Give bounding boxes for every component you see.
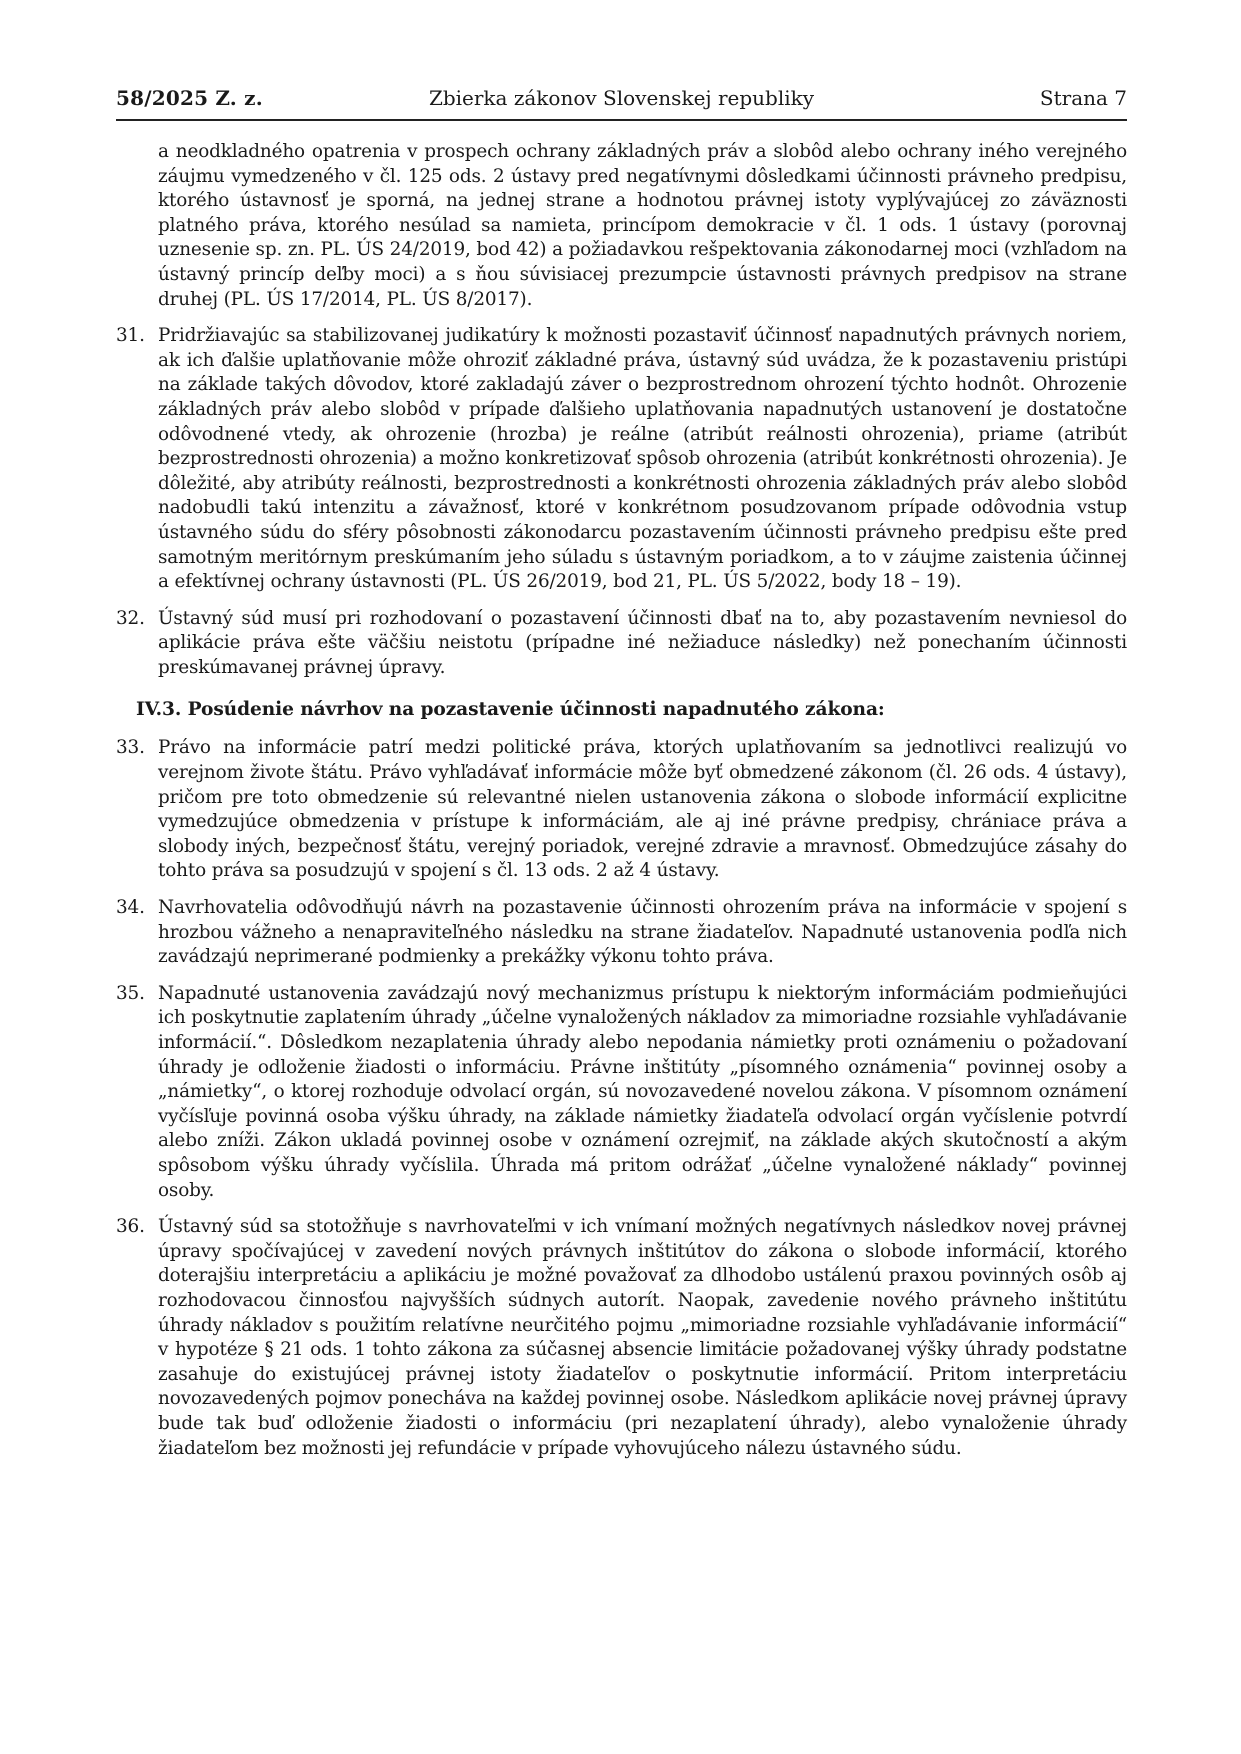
paragraph-text: Pridržiavajúc sa stabilizovanej judikatúry k možnosti pozastaviť účinnosť napadnutých právnych noriem, ak ich ďalšie uplatňovanie môže ohroziť základné práva, ústavný súd uvádza, že k pozastaveniu pristúpi na základe takých dôvodov, ktoré zakladajú záver o bezprostrednom ohrození týchto hodnôt. Ohrozenie základných práv alebo slobôd v prípade ďalšieho uplatňovania napadnutých ustanovení je dostatočne odôvodnené vtedy, ak ohrozenie (hrozba) je reálne (atribút reálnosti ohrozenia), priame (atribút bezprostrednosti ohrozenia) a možno konkretizovať spôsob ohrozenia (atribút konkrétnosti ohrozenia). Je dôležité, aby atribúty reálnosti, bezprostrednosti a konkrétnosti ohrozenia základných práv alebo slobôd nadobudli takú intenzitu a závažnosť, ktoré v konkrétnom posudzovanom prípade odôvodnia vstup ústavného súdu do sféry pôsobnosti zákonodarcu pozastavením účinnosti právneho predpisu ešte pred samotným meritórnym preskúmaním jeho súladu s ústavným poriadkom, a to v záujme zaistenia účinnej a efektívnej ochrany ústavnosti (PL. ÚS 26/2019, bod 21, PL. ÚS 5/2022, body 18 – 19).: [158, 325, 1127, 593]
paragraph-35: [116, 982, 1127, 1203]
paragraph-continuation: [116, 140, 1127, 312]
paragraph-number: 36.: [116, 1216, 145, 1238]
paragraph-number: 35.: [116, 982, 145, 1004]
paragraph-32: [116, 607, 1127, 681]
paragraph-number: 31.: [116, 325, 145, 347]
page-number: Strana 7: [1039, 86, 1127, 110]
collection-number: 58/2025 Z. z.: [116, 86, 263, 110]
header-rule: [116, 119, 1127, 121]
paragraph-text: Právo na informácie patrí medzi politické práva, ktorých uplatňovaním sa jednotlivci realizujú vo verejnom živote štátu. Právo vyhľadávať informácie môže byť obmedzené zákonom (čl. 26 ods. 4 ústavy), pričom pre toto obmedzenie sú relevantné nielen ustanovenia zákona o slobode informácií explicitne vymedzujúce obmedzenia v prístupe k informáciám, ale aj iné právne predpisy, chrániace práva a slobody iných, bezpečnosť štátu, verejný poriadok, verejné zdravie a mravnosť. Obmedzujúce zásahy do tohto práva sa posudzujú v spojení s čl. 13 ods. 2 až 4 ústavy.: [158, 737, 1127, 882]
page-header: [116, 86, 1127, 114]
document-body: [116, 140, 1127, 1473]
paragraph-text: a neodkladného opatrenia v prospech ochrany základných práv a slobôd alebo ochrany iného verejného záujmu vymedzeného v čl. 125 ods. 2 ústavy pred negatívnymi dôsledkami účinnosti právneho predpisu, ktorého ústavnosť je sporná, na jednej strane a hodnotou právnej istoty vyplývajúcej zo záväznosti platného práva, ktorého nesúlad sa namieta, princípom demokracie v čl. 1 ods. 1 ústavy (porovnaj uznesenie sp. zn. PL. ÚS 24/2019, bod 42) a požiadavkou rešpektovania zákonodarnej moci (vzhľadom na ústavný princíp deľby moci) a s ňou súvisiacej prezumpcie ústavnosti právnych predpisov na strane druhej (PL. ÚS 17/2014, PL. ÚS 8/2017).: [158, 141, 1127, 310]
paragraph-text: Napadnuté ustanovenia zavádzajú nový mechanizmus prístupu k niektorým informáciám podmieňujúci ich poskytnutie zaplatením úhrady „účelne vynaložených nákladov za mimoriadne rozsiahle vyhľadávanie informácií.“. Dôsledkom nezaplatenia úhrady alebo nepodania námietky proti oznámeniu o požadovaní úhrady je odloženie žiadosti o informáciu. Právne inštitúty „písomného oznámenia“ povinnej osoby a „námietky“, o ktorej rozhoduje odvolací orgán, sú novozavedené novelou zákona. V písomnom oznámení vyčísľuje povinná osoba výšku úhrady, na základe námietky žiadateľa odvolací orgán vyčíslenie potvrdí alebo zníži. Zákon ukladá povinnej osobe v oznámení ozrejmiť, na základe akých skutočností a akým spôsobom výšku úhrady vyčíslila. Úhrada má pritom odrážať „účelne vynaložené náklady“ povinnej osoby.: [158, 982, 1127, 1201]
paragraph-text: Navrhovatelia odôvodňujú návrh na pozastavenie účinnosti ohrozením práva na informácie v spojení s hrozbou vážneho a nenapraviteľného následku na strane žiadateľov. Napadnuté ustanovenia podľa nich zavádzajú neprimerané podmienky a prekážky výkonu tohto práva.: [158, 897, 1127, 968]
paragraph-34: [116, 896, 1127, 970]
paragraph-number: 34.: [116, 897, 145, 919]
paragraph-33: [116, 736, 1127, 884]
gazette-title: Zbierka zákonov Slovenskej republiky: [428, 86, 815, 110]
paragraph-text: Ústavný súd sa stotožňuje s navrhovateľmi v ich vnímaní možných negatívnych následkov novej právnej úpravy spočívajúcej v zavedení nových právnych inštitútov do zákona o slobode informácií, ktorého doterajšiu interpretáciu a aplikáciu je možné považovať za dlhodobo ustálenú praxou povinných osôb aj rozhodovacou činnosťou najvyšších súdnych autorít. Naopak, zavedenie nového právneho inštitútu úhrady nákladov s použitím relatívne neurčitého pojmu „mimoriadne rozsiahle vyhľadávanie informácií“ v hypotéze § 21 ods. 1 tohto zákona za súčasnej absencie limitácie požadovanej výšky úhrady podstatne zasahuje do existujúcej právnej istoty žiadateľov o poskytnutie informácií. Pritom interpretáciu novozavedených pojmov ponecháva na každej povinnej osobe. Následkom aplikácie novej právnej úpravy bude tak buď odloženie žiadosti o informáciu (pri nezaplatení úhrady), alebo vynaloženie úhrady žiadateľom bez možnosti jej refundácie v prípade vyhovujúceho nálezu ústavného súdu.: [158, 1216, 1127, 1459]
paragraph-31: [116, 324, 1127, 595]
paragraph-text: Ústavný súd musí pri rozhodovaní o pozastavení účinnosti dbať na to, aby pozastavením nevniesol do aplikácie práva ešte väčšiu neistotu (prípadne iné nežiaduce následky) než ponechaním účinnosti preskúmavanej právnej úpravy.: [158, 607, 1127, 678]
paragraph-number: 32.: [116, 607, 145, 629]
paragraph-number: 33.: [116, 737, 145, 759]
paragraph-36: [116, 1215, 1127, 1461]
section-heading: IV.3. Posúdenie návrhov na pozastavenie účinnosti napadnutého zákona:: [136, 699, 885, 721]
